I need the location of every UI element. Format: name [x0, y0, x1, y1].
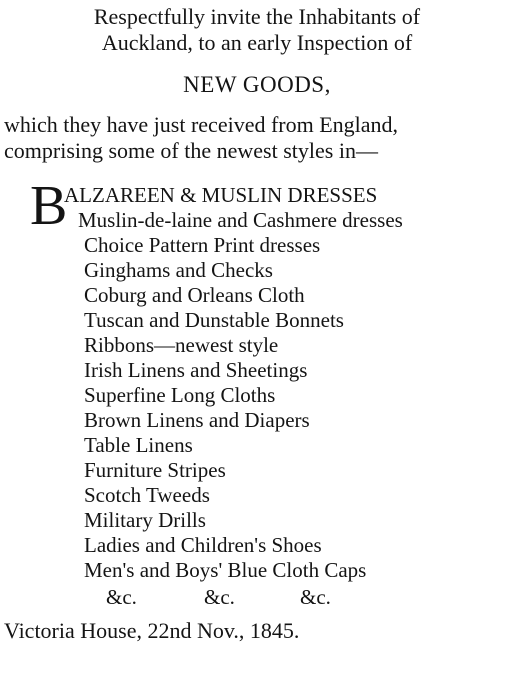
heading-new-goods: NEW GOODS,	[183, 72, 331, 97]
list-item: Coburg and Orleans Cloth	[84, 283, 305, 307]
list-item: Irish Linens and Sheetings	[84, 358, 308, 382]
list-item: Furniture Stripes	[84, 458, 226, 482]
list-item: Scotch Tweeds	[84, 483, 210, 507]
list-item: Tuscan and Dunstable Bonnets	[84, 308, 344, 332]
etc-mark: &c.	[106, 585, 137, 609]
etc-mark: &c.	[300, 585, 331, 609]
body-line-1: which they have just received from England,	[4, 112, 399, 137]
list-item: Table Linens	[84, 433, 193, 457]
list-item: Muslin-de-laine and Cashmere dresses	[78, 208, 403, 232]
intro-line-2: Auckland, to an early Inspection of	[101, 30, 413, 55]
etc-mark: &c.	[204, 585, 235, 609]
list-item: Ginghams and Checks	[84, 258, 273, 282]
body-line-2: comprising some of the newest styles in—	[4, 138, 378, 163]
first-item-heading: ALZAREEN & MUSLIN DRESSES	[64, 183, 378, 207]
drop-cap: B	[30, 175, 68, 237]
signoff: Victoria House, 22nd Nov., 1845.	[4, 618, 300, 643]
intro-line-1: Respectfully invite the Inhabitants of	[93, 4, 421, 29]
list-item: Choice Pattern Print dresses	[84, 233, 321, 257]
list-item: Military Drills	[84, 508, 206, 532]
list-item: Ribbons—newest style	[84, 333, 279, 357]
list-item: Superfine Long Cloths	[84, 383, 276, 407]
list-item: Brown Linens and Diapers	[84, 408, 310, 432]
list-item: Ladies and Children's Shoes	[84, 533, 322, 557]
list-item: Men's and Boys' Blue Cloth Caps	[84, 558, 367, 582]
